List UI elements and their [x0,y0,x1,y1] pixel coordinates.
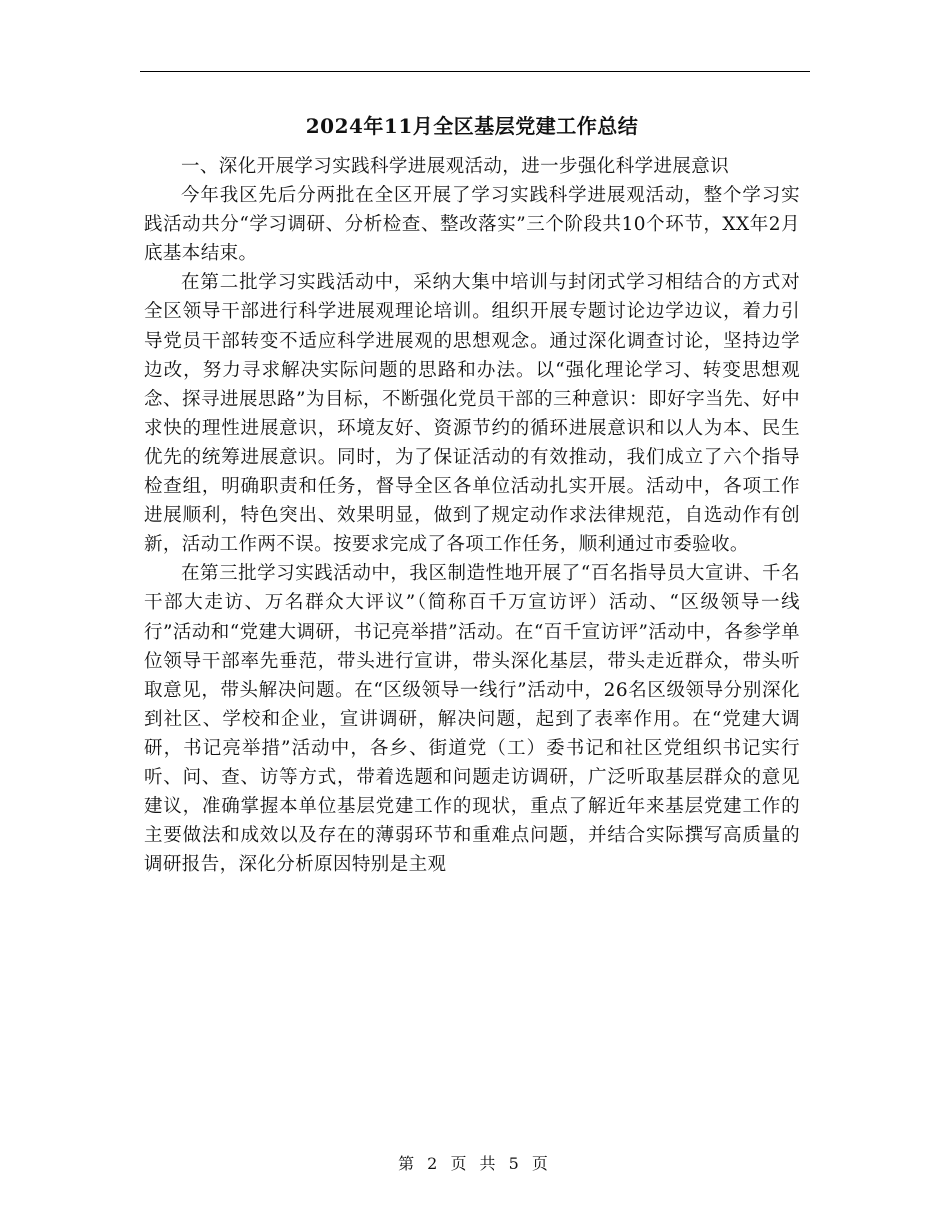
body-paragraph: 在第二批学习实践活动中，采纳大集中培训与封闭式学习相结合的方式对全区领导干部进行科学进展观理论培训。组织开展专题讨论边学边议，着力引导党员干部转变不适应科学进展观的思想观念。通过深化调查讨论，坚持边学边改，努力寻求解决实际问题的思路和办法。以“强化理论学习、转变思想观念、探寻进展思路”为目标，不断强化党员干部的三种意识：即好字当先、好中求快的理性进展意识，环境友好、资源节约的循环进展意识和以人为本、民生优先的统筹进展意识。同时，为了保证活动的有效推动，我们成立了六个指导检查组，明确职责和任务，督导全区各单位活动扎实开展。活动中，各项工作进展顺利，特色突出、效果明显，做到了规定动作求法律规范，自选动作有创新，活动工作两不误。按要求完成了各项工作任务，顺利通过市委验收。 [144,272,800,556]
page-number-footer: 第 2 页 共 5 页 [398,1154,552,1173]
document-title: 2024年11月全区基层党建工作总结 [305,114,639,138]
body-paragraph: 今年我区先后分两批在全区开展了学习实践科学进展观活动，整个学习实践活动共分“学习调研、分析检查、整改落实”三个阶段共10个环节，XX年2月底基本结束。 [144,185,800,265]
section-heading: 一、深化开展学习实践科学进展观活动，进一步强化科学进展意识 [181,156,730,177]
document-body [144,106,800,879]
header-rule [140,71,810,72]
body-paragraph: 在第三批学习实践活动中，我区制造性地开展了“百名指导员大宣讲、千名干部大走访、万名群众大评议”（简称百千万宣访评）活动、“区级领导一线行”活动和“党建大调研，书记亮举措”活动。在“百千宣访评”活动中，各参学单位领导干部率先垂范，带头进行宣讲，带头深化基层，带头走近群众，带头听取意见，带头解决问题。在“区级领导一线行”活动中，26名区级领导分别深化到社区、学校和企业，宣讲调研，解决问题，起到了表率作用。在“党建大调研，书记亮举措”活动中，各乡、街道党（工）委书记和社区党组织书记实行听、问、查、访等方式，带着选题和问题走访调研，广泛听取基层群众的意见建议，准确掌握本单位基层党建工作的现状，重点了解近年来基层党建工作的主要做法和成效以及存在的薄弱环节和重难点问题，并结合实际撰写高质量的调研报告，深化分析原因特别是主观 [144,563,800,876]
